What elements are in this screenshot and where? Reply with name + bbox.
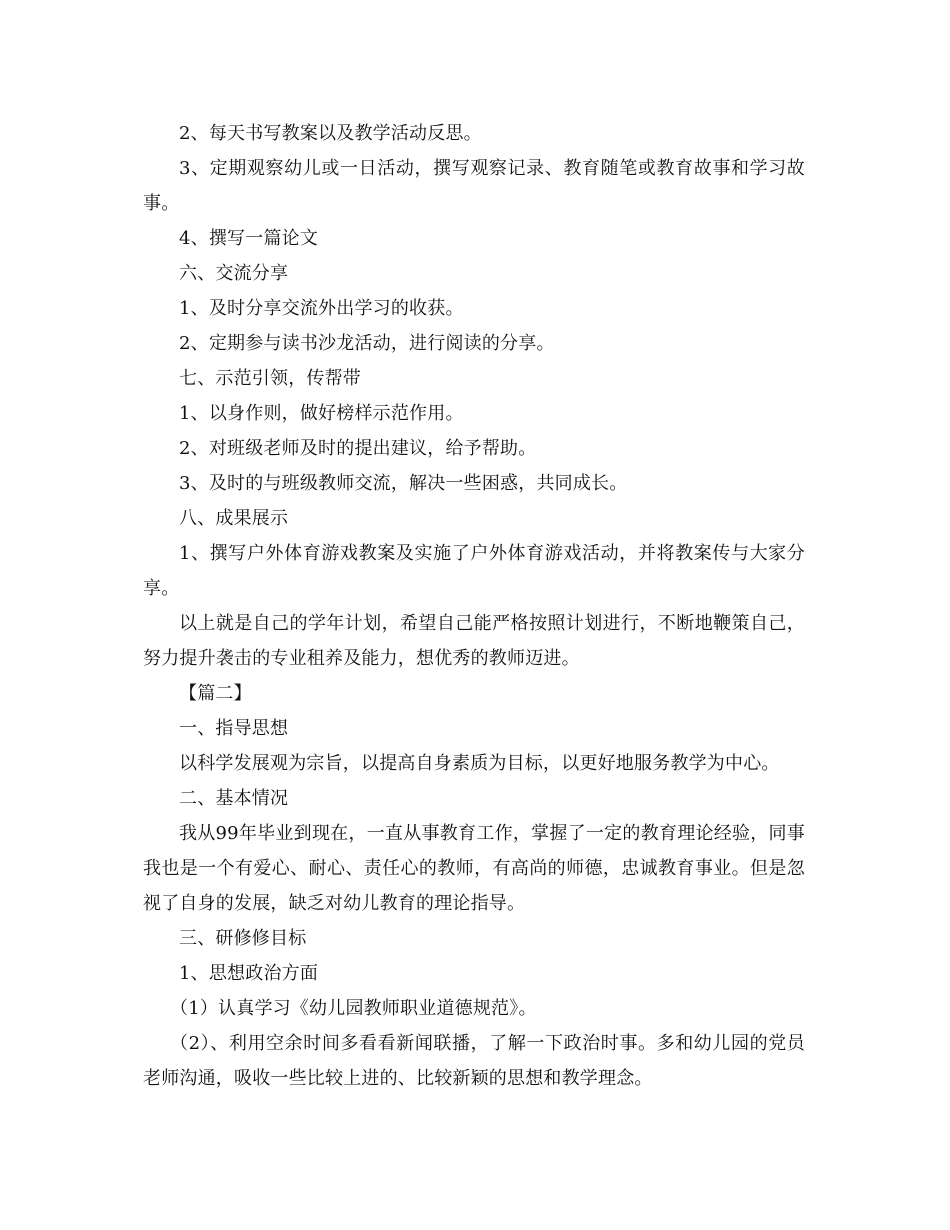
- section-heading-3: 三、研修修目标: [179, 928, 307, 949]
- paragraph-17: 我从99年毕业到现在，一直从事教育工作，掌握了一定的教育理论经验，同事我也是一个有爱心、耐心、责任心的教师，有高尚的师德，忠诚教育事业。但是忽视了自身的发展，缺乏对幼儿教育的理论指导。: [143, 823, 805, 914]
- section-heading-7: 七、示范引领，传帮带: [179, 368, 361, 389]
- paragraph-15: 以科学发展观为宗旨，以提高自身素质为目标，以更好地服务教学为中心。: [179, 753, 780, 774]
- paragraph-0: 2、每天书写教案以及教学活动反思。: [179, 123, 482, 144]
- document-body: [143, 116, 805, 1096]
- paragraph-11: 1、撰写户外体育游戏教案及实施了户外体育游戏活动，并将教案传与大家分享。: [143, 543, 805, 599]
- paragraph-8: 2、对班级老师及时的提出建议，给予帮助。: [179, 438, 537, 459]
- part-two-heading: 【篇二】: [179, 683, 252, 704]
- paragraph-19: 1、思想政治方面: [179, 963, 319, 984]
- paragraph-2: 4、撰写一篇论文: [179, 228, 319, 249]
- paragraph-5: 2、定期参与读书沙龙活动，进行阅读的分享。: [179, 333, 555, 354]
- paragraph-12: 以上就是自己的学年计划，希望自己能严格按照计划进行，不断地鞭策自己，努力提升袭击的专业租养及能力，想优秀的教师迈进。: [143, 613, 805, 669]
- paragraph-9: 3、及时的与班级教师交流，解决一些困惑，共同成长。: [179, 473, 628, 494]
- section-heading-1: 一、指导思想: [179, 718, 289, 739]
- paragraph-1: 3、定期观察幼儿或一日活动，撰写观察记录、教育随笔或教育故事和学习故事。: [143, 158, 805, 214]
- section-heading-8: 八、成果展示: [179, 508, 289, 529]
- paragraph-21: （2）、利用空余时间多看看新闻联播，了解一下政治时事。多和幼儿园的党员老师沟通，吸收一些比较上进的、比较新颖的思想和教学理念。: [143, 1033, 805, 1089]
- paragraph-4: 1、及时分享交流外出学习的收获。: [179, 298, 464, 319]
- section-heading-6: 六、交流分享: [179, 263, 289, 284]
- paragraph-7: 1、以身作则，做好榜样示范作用。: [179, 403, 464, 424]
- section-heading-2: 二、基本情况: [179, 788, 289, 809]
- paragraph-20: （1）认真学习《幼儿园教师职业道德规范》。: [170, 998, 537, 1019]
